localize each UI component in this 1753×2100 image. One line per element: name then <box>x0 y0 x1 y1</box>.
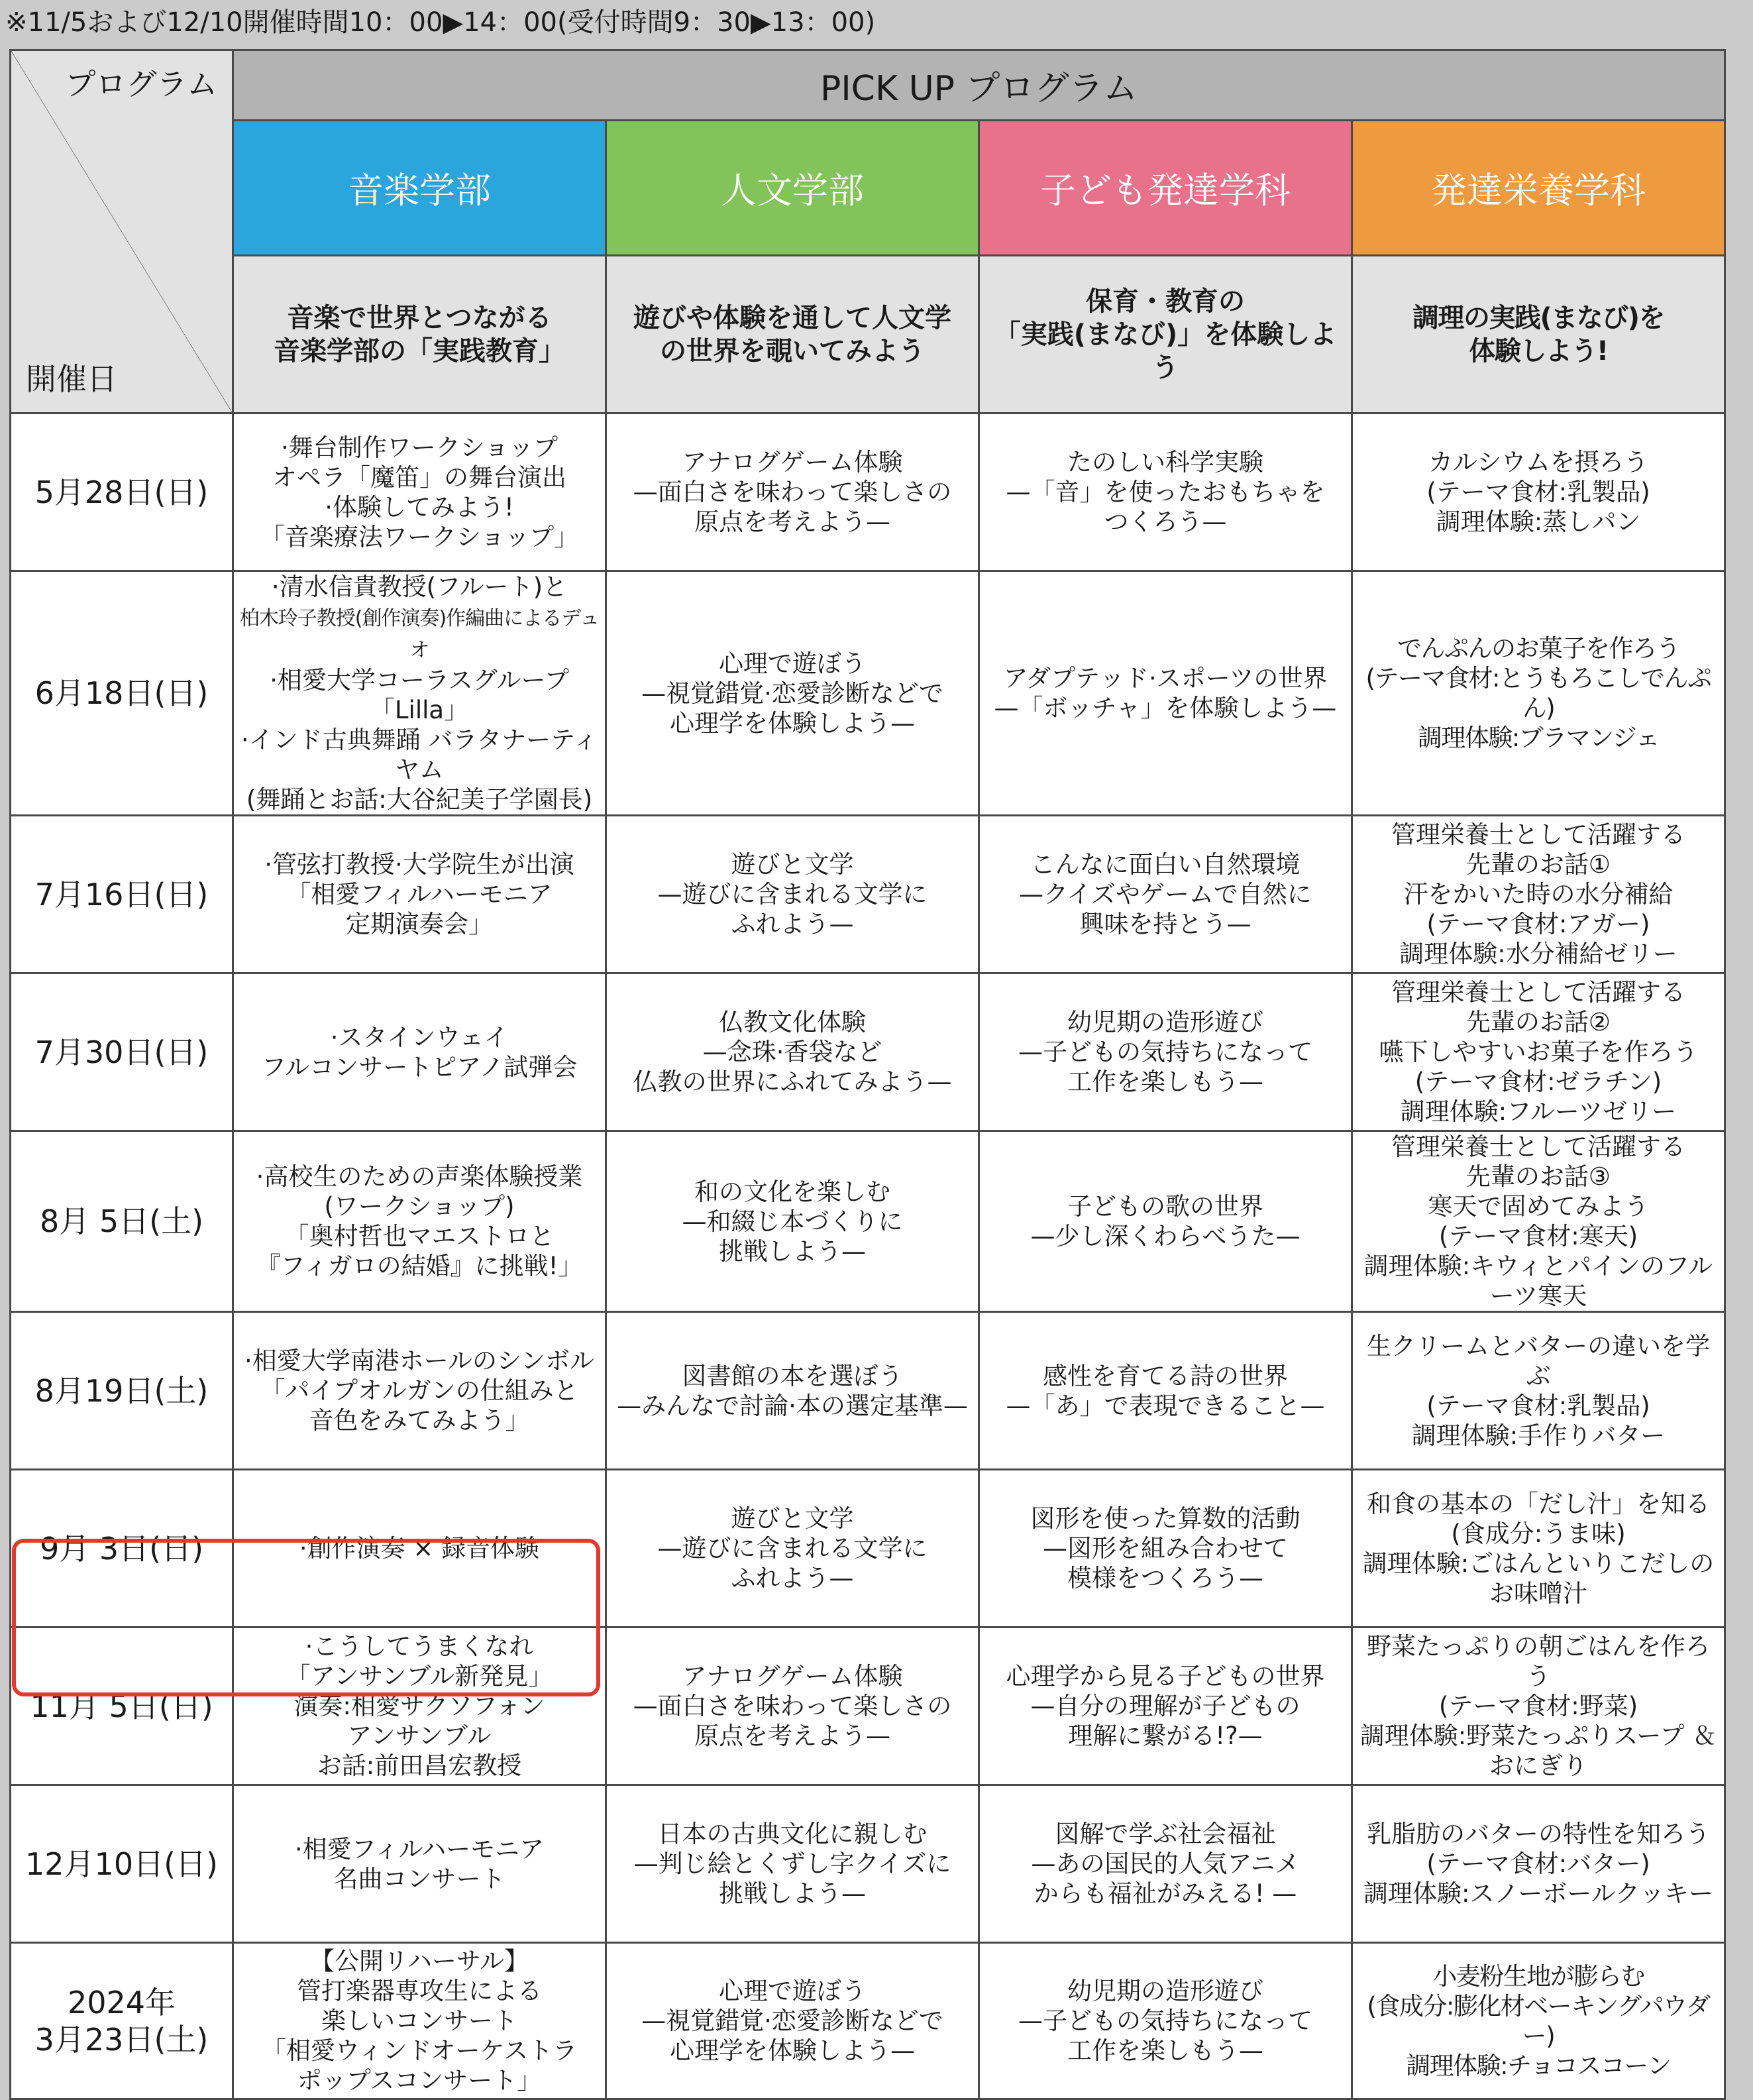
table-row <box>11 1470 1725 1628</box>
child-program: 心理学から見る子どもの世界 —自分の理解が子どもの 理解に繋がる!?— <box>979 1628 1352 1785</box>
music-program: ·相愛大学南港ホールのシンボル 「パイプオルガンの仕組みと 音色をみてみよう」 <box>233 1312 606 1470</box>
nutrition-program: 和食の基本の「だし汁」を知る (食成分:うま味) 調理体験:ごはんといりこだしの お味噌汁 <box>1352 1470 1725 1628</box>
humanities-program: 仏教文化体験 —念珠·香袋など 仏教の世界にふれてみよう— <box>606 973 979 1131</box>
music-program: ·相愛フィルハーモニア 名曲コンサート <box>233 1785 606 1943</box>
music-program: ·高校生のための声楽体験授業 (ワークショップ) 「奥村哲也マエストロと 『フィガロの結婚』に挑戦!」 <box>233 1131 606 1312</box>
humanities-program: 和の文化を楽しむ —和綴じ本づくりに 挑戦しよう— <box>606 1131 979 1312</box>
child-program: たのしい科学実験 —「音」を使ったおもちゃを つくろう— <box>979 414 1352 571</box>
nutrition-program: カルシウムを摂ろう (テーマ食材:乳製品) 調理体験:蒸しパン <box>1352 414 1725 571</box>
program-axis-label: プログラム <box>65 66 217 102</box>
row-date: 6月18日(日) <box>11 571 233 816</box>
nutrition-program: 乳脂肪のバターの特性を知ろう (テーマ食材:バター) 調理体験:スノーボールクッキー <box>1352 1785 1725 1943</box>
theme-row <box>11 256 1725 414</box>
table-row <box>11 414 1725 571</box>
nutrition-program: 管理栄養士として活躍する 先輩のお話② 嚥下しやすいお菓子を作ろう (テーマ食材:ゼラチン) 調理体験:フルーツゼリー <box>1352 973 1725 1131</box>
nutrition-program: 野菜たっぷりの朝ごはんを作ろう (テーマ食材:野菜) 調理体験:野菜たっぷりスープ ＆ おにぎり <box>1352 1628 1725 1785</box>
child-program: アダプテッド·スポーツの世界 —「ボッチャ」を体験しよう— <box>979 571 1352 816</box>
child-program: 図解で学ぶ社会福祉 —あの国民的人気アニメ からも福祉がみえる! — <box>979 1785 1352 1943</box>
music-program: 【公開リハーサル】 管打楽器専攻生による 楽しいコンサート 「相愛ウィンドオーケストラ ポップスコンサート」 <box>233 1943 606 2099</box>
table-row <box>11 816 1725 973</box>
dept-child-development: 子ども発達学科 <box>979 121 1352 256</box>
child-program: 図形を使った算数的活動 —図形を組み合わせて 模様をつくろう— <box>979 1470 1352 1628</box>
humanities-program: アナログゲーム体験 —面白さを味わって楽しさの 原点を考えよう— <box>606 1628 979 1785</box>
table-row <box>11 1312 1725 1470</box>
nutrition-program: 小麦粉生地が膨らむ (食成分:膨化材ベーキングパウダー) 調理体験:チョコスコーン <box>1352 1943 1725 2099</box>
humanities-program: 日本の古典文化に親しむ —判じ絵とくずし字クイズに 挑戦しよう— <box>606 1785 979 1943</box>
nutrition-program: 生クリームとバターの違いを学ぶ (テーマ食材:乳製品) 調理体験:手作りバター <box>1352 1312 1725 1470</box>
child-program: 子どもの歌の世界 —少し深くわらべうた— <box>979 1131 1352 1312</box>
nutrition-program: 管理栄養士として活躍する 先輩のお話① 汗をかいた時の水分補給 (テーマ食材:アガー) 調理体験:水分補給ゼリー <box>1352 816 1725 973</box>
pickup-header-row <box>11 50 1725 121</box>
table-row <box>11 1628 1725 1785</box>
music-program: ·創作演奏 × 録音体験 <box>233 1470 606 1628</box>
music-program <box>233 571 606 816</box>
humanities-program: 遊びと文学 —遊びに含まれる文学に ふれよう— <box>606 816 979 973</box>
schedule-table <box>9 49 1726 2100</box>
table-row <box>11 1943 1725 2099</box>
row-date: 7月16日(日) <box>11 816 233 973</box>
row-date: 2024年 3月23日(土) <box>11 1943 233 2099</box>
child-program: 幼児期の造形遊び —子どもの気持ちになって 工作を楽しもう— <box>979 1943 1352 2099</box>
schedule-note: ※11/5および12/10開催時間10：00▶14：00(受付時間9：30▶13：00) <box>5 7 876 38</box>
music-program: ·管弦打教授·大学院生が出演 「相愛フィルハーモニア 定期演奏会」 <box>233 816 606 973</box>
row-date: 7月30日(日) <box>11 973 233 1131</box>
music-program-text: ·清水信貴教授(フルート)と 柏木玲子教授(創作演奏)作編曲によるデュオ ·相愛大学コーラスグループ 「Lilla」 ·インド古典舞踊 バラタナーティヤム (舞踊とお話:大谷紀美子学園長) <box>239 573 600 814</box>
theme-music: 音楽で世界とつながる 音楽学部の「実践教育」 <box>233 256 606 414</box>
music-program: ·スタインウェイ フルコンサートピアノ試弾会 <box>233 973 606 1131</box>
row-date: 11月 5日(日) <box>11 1628 233 1785</box>
dept-nutrition: 発達栄養学科 <box>1352 121 1725 256</box>
humanities-program: 図書館の本を選ぼう —みんなで討論·本の選定基準— <box>606 1312 979 1470</box>
date-axis-label: 開催日 <box>26 361 117 397</box>
dept-humanities: 人文学部 <box>606 121 979 256</box>
child-program: こんなに面白い自然環境 —クイズやゲームで自然に 興味を持とう— <box>979 816 1352 973</box>
theme-nutrition: 調理の実践(まなび)を 体験しよう! <box>1352 256 1725 414</box>
table-row <box>11 571 1725 816</box>
corner-header <box>11 50 233 414</box>
theme-humanities: 遊びや体験を通して人文学 の世界を覗いてみよう <box>606 256 979 414</box>
child-program: 幼児期の造形遊び —子どもの気持ちになって 工作を楽しもう— <box>979 973 1352 1131</box>
nutrition-program: 管理栄養士として活躍する 先輩のお話③ 寒天で固めてみよう (テーマ食材:寒天) 調理体験:キウィとパインのフルーツ寒天 <box>1352 1131 1725 1312</box>
row-date: 8月 5日(土) <box>11 1131 233 1312</box>
row-date: 5月28日(日) <box>11 414 233 571</box>
small-text-line: 柏木玲子教授(創作演奏)作編曲によるデュオ <box>239 607 600 662</box>
row-date: 8月19日(土) <box>11 1312 233 1470</box>
nutrition-program: でんぷんのお菓子を作ろう (テーマ食材:とうもろこしでんぷん) 調理体験:ブラマンジェ <box>1352 571 1725 816</box>
child-program: 感性を育てる詩の世界 —「あ」で表現できること— <box>979 1312 1352 1470</box>
table-row <box>11 1131 1725 1312</box>
humanities-program: 心理で遊ぼう —視覚錯覚·恋愛診断などで 心理学を体験しよう— <box>606 1943 979 2099</box>
table-row <box>11 1785 1725 1943</box>
humanities-program: 遊びと文学 —遊びに含まれる文学に ふれよう— <box>606 1470 979 1628</box>
table-row <box>11 973 1725 1131</box>
music-program: ·舞台制作ワークショップ オペラ「魔笛」の舞台演出 ·体験してみよう! 「音楽療法ワークショップ」 <box>233 414 606 571</box>
music-program: ·こうしてうまくなれ 「アンサンブル新発見」 演奏:相愛サクソフォン アンサンブル お話:前田昌宏教授 <box>233 1628 606 1785</box>
row-date: 9月 3日(日) <box>11 1470 233 1628</box>
theme-child-development: 保育・教育の 「実践(まなび)」を体験しよう <box>979 256 1352 414</box>
row-date: 12月10日(日) <box>11 1785 233 1943</box>
humanities-program: 心理で遊ぼう —視覚錯覚·恋愛診断などで 心理学を体験しよう— <box>606 571 979 816</box>
dept-music: 音楽学部 <box>233 121 606 256</box>
department-row <box>11 121 1725 256</box>
humanities-program: アナログゲーム体験 —面白さを味わって楽しさの 原点を考えよう— <box>606 414 979 571</box>
pickup-title: PICK UP プログラム <box>233 50 1725 121</box>
